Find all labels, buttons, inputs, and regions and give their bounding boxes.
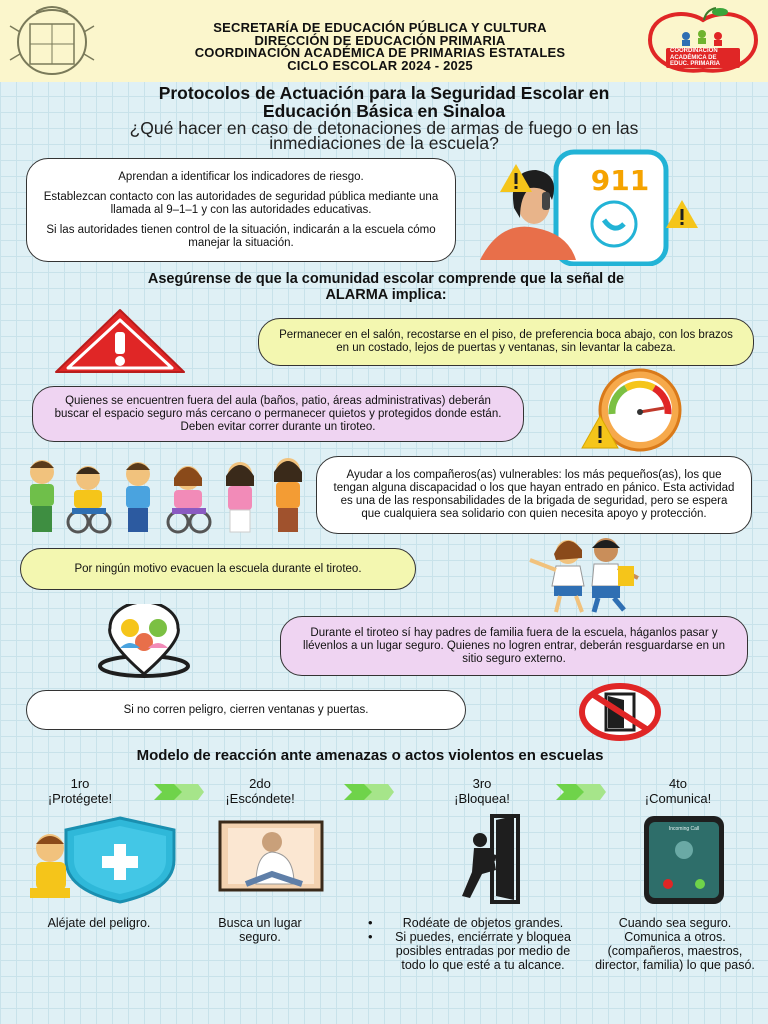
bubble-parents-outside: Durante el tiroteo sí hay padres de familia fuera de la escuela, háganlos pasar y llévenlos a un lugar seguro. Quienes no logren entrar, deberán resguardarse en un sitio seguro externo.	[280, 616, 748, 676]
step-2-description: Busca un lugar seguro.	[218, 916, 302, 944]
parents-location-icon	[94, 604, 194, 680]
step-4-description: Cuando sea seguro. Comunica a otros. (compañeros, maestros, director, familia) lo que pasó.	[595, 916, 755, 972]
hiding-box-icon	[216, 818, 326, 894]
arrow-right-icon	[344, 780, 394, 804]
alarm-heading: Asegúrense de que la comunidad escolar comprende que la señal de ALARMA implica:	[147, 271, 625, 303]
page-title: Protocolos de Actuación para la Seguridad Escolar en Educación Básica en Sinaloa	[158, 83, 610, 121]
step-3-bullets	[392, 916, 572, 972]
phone-number-911: 911	[590, 164, 650, 197]
students-running-icon	[526, 534, 646, 614]
header-banner	[0, 0, 768, 82]
bubble-no-evacuation: Por ningún motivo evacuen la escuela durante el tiroteo.	[20, 548, 416, 590]
bubble-close-windows: Si no corren peligro, cierren ventanas y puertas.	[26, 690, 466, 730]
children-group-icon	[14, 456, 314, 536]
step-3-bullet-1: • Rodéate de objetos grandes.	[392, 916, 572, 930]
header-line-4: CICLO ESCOLAR 2024 - 2025	[287, 57, 473, 73]
intro-p1: Aprendan a identificar los indicadores de riesgo.	[118, 170, 364, 183]
bubble-outside-classroom: Quienes se encuentren fuera del aula (baños, patio, áreas administrativas) deberán buscar el espacio seguro más cercano o permanecer quietos y protegidos donde están. Deben evitar correr durante un tiroteo.	[32, 386, 524, 442]
bubble-stay-in-classroom: Permanecer en el salón, recostarse en el piso, de preferencia boca abajo, con los brazos en un costado, lejos de puertas y ventanas, sin levantar la cabeza.	[258, 318, 754, 366]
arrow-right-icon	[556, 780, 606, 804]
main-question: ¿Qué hacer en caso de detonaciones de armas de fuego o en las inmediaciones de la escuela?	[129, 118, 639, 153]
header-line-2: DIRECCIÓN DE EDUCACIÓN PRIMARIA	[254, 32, 506, 48]
intro-bubble	[26, 158, 456, 262]
arrow-right-icon	[154, 780, 204, 804]
step-1-title: 1ro ¡Protégete!	[47, 776, 113, 806]
intro-p2: Establezcan contacto con las autoridades de seguridad pública mediante una llamada al 9–1–1 y con las autoridades educativas.	[43, 190, 439, 216]
step-2-title: 2do ¡Escóndete!	[225, 776, 295, 806]
state-seal-icon	[6, 2, 98, 80]
header-line-3: COORDINACIÓN ACADÉMICA DE PRIMARIAS ESTATALES	[194, 45, 566, 60]
intro-p3: Si las autoridades tienen control de la situación, indicarán a la escuela cómo manejar la situación.	[46, 223, 436, 249]
shield-icon	[24, 814, 184, 904]
closed-door-icon	[578, 682, 662, 742]
header-line-1: SECRETARÍA DE EDUCACIÓN PÚBLICA Y CULTURA	[213, 20, 547, 35]
danger-gauge-icon	[560, 368, 710, 458]
step-1-description: Aléjate del peligro.	[47, 916, 151, 930]
blocking-door-icon	[452, 814, 522, 904]
step-3-title: 3ro ¡Bloquea!	[454, 776, 510, 806]
model-heading: Modelo de reacción ante amenazas o actos violentos en escuelas	[136, 747, 604, 764]
step-4-title: 4to ¡Comunica!	[644, 776, 712, 806]
phone-screen-label: Incoming Call	[668, 826, 700, 832]
logo-text: COORDINACIÓN ACADÉMICA DE EDUC. PRIMARIA	[670, 48, 721, 67]
header-text	[100, 22, 660, 72]
bubble-help-vulnerable: Ayudar a los compañeros(as) vulnerables: los más pequeños(as), los que tengan alguna discapacidad o los que hayan entrado en pánico. Esta actividad es una de las responsabilidades de la brigada de seguridad, pero se espera que cualquiera sea solidario con quien necesita apoyo y protección.	[316, 456, 752, 534]
warning-triangle-icon	[50, 306, 190, 376]
step-3-bullet-2: • Si puedes, enciérrate y bloquea posibles entradas por medio de todo lo que esté a tu alcance.	[392, 930, 572, 972]
